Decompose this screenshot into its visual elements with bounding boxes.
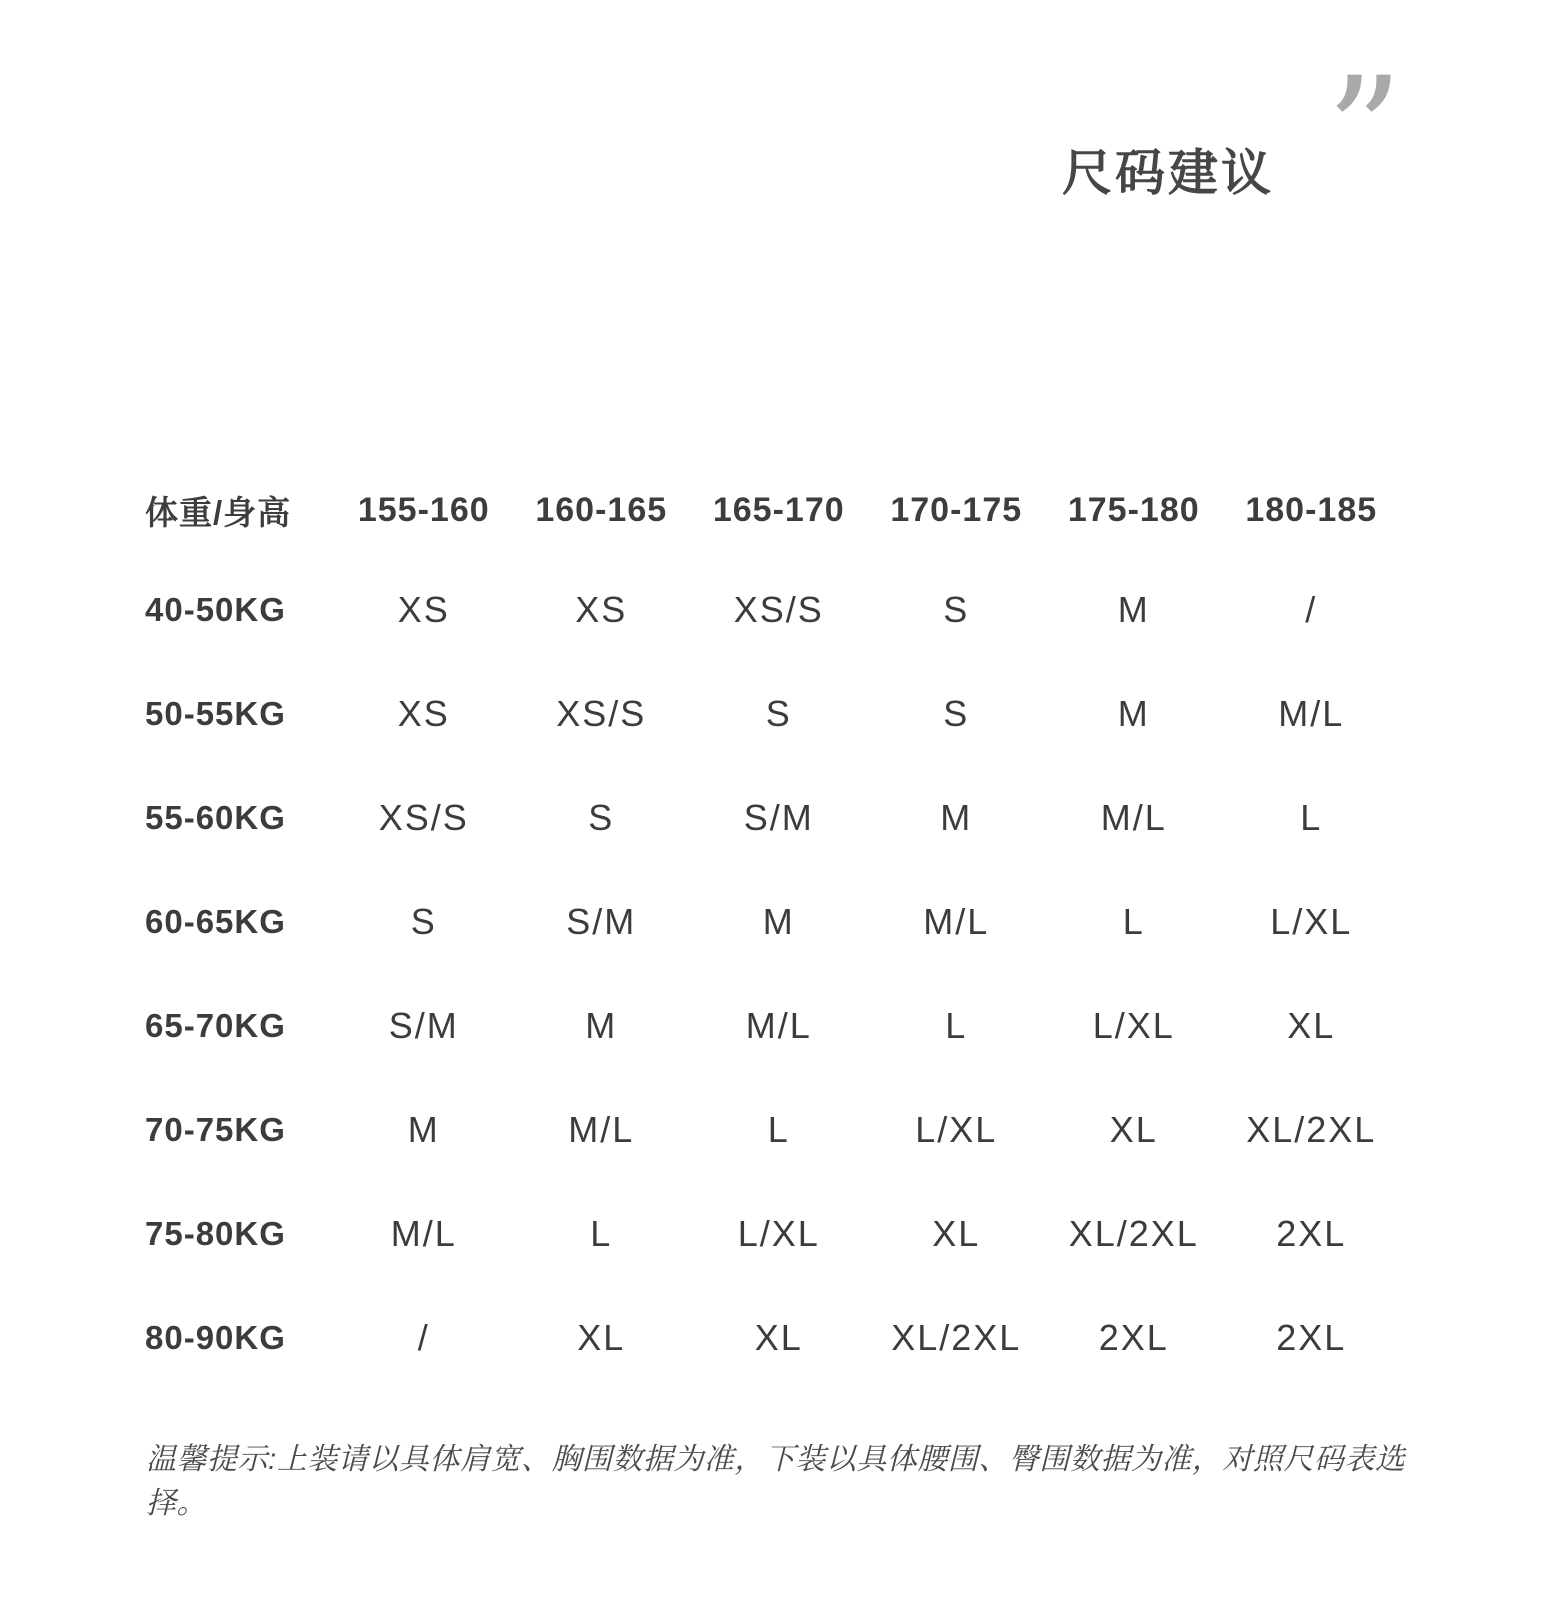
size-cell: M bbox=[407, 1109, 440, 1150]
size-cell: L bbox=[945, 1005, 968, 1046]
size-cell: M bbox=[1117, 693, 1150, 734]
size-cell: XL bbox=[932, 1213, 981, 1254]
size-cell: S bbox=[943, 693, 970, 734]
size-cell: M/L bbox=[1278, 693, 1345, 734]
header-height-range: 165-170 bbox=[712, 490, 845, 529]
row-label-weight: 70-75KG bbox=[145, 1111, 286, 1148]
size-cell: M bbox=[940, 797, 973, 838]
row-label-weight: 50-55KG bbox=[145, 695, 286, 732]
header-height-range: 170-175 bbox=[890, 490, 1023, 529]
size-cell: XS/S bbox=[556, 693, 647, 734]
size-cell: S/M bbox=[743, 797, 814, 838]
header-weight-height: 体重/身高 bbox=[145, 493, 292, 531]
size-cell: XS bbox=[397, 589, 450, 630]
size-cell: XL bbox=[577, 1317, 626, 1358]
size-cell: M/L bbox=[1100, 797, 1167, 838]
size-cell: M/L bbox=[568, 1109, 635, 1150]
size-cell: M bbox=[1117, 589, 1150, 630]
header-height-range: 160-165 bbox=[535, 490, 668, 529]
size-cell: XL bbox=[1109, 1109, 1158, 1150]
size-cell: XS/S bbox=[378, 797, 469, 838]
size-cell: XL/2XL bbox=[1246, 1109, 1377, 1150]
row-label-weight: 80-90KG bbox=[145, 1319, 286, 1356]
size-cell: XL bbox=[1287, 1005, 1336, 1046]
size-cell: / bbox=[417, 1317, 430, 1358]
size-cell: L bbox=[590, 1213, 613, 1254]
size-cell: 2XL bbox=[1276, 1317, 1347, 1358]
page-title: 尺码建议 bbox=[1062, 145, 1274, 201]
size-cell: XS/S bbox=[733, 589, 824, 630]
size-cell: XL bbox=[754, 1317, 803, 1358]
size-cell: S bbox=[765, 693, 792, 734]
size-recommendation-table bbox=[145, 462, 1400, 1390]
size-cell: L/XL bbox=[915, 1109, 998, 1150]
row-label-weight: 55-60KG bbox=[145, 799, 286, 836]
size-cell: M bbox=[762, 901, 795, 942]
size-cell: M/L bbox=[745, 1005, 812, 1046]
size-cell: XS bbox=[397, 693, 450, 734]
size-cell: S bbox=[410, 901, 437, 942]
size-cell: S/M bbox=[566, 901, 637, 942]
size-cell: 2XL bbox=[1098, 1317, 1169, 1358]
closing-quote-icon: ” bbox=[1326, 46, 1403, 220]
size-cell: L/XL bbox=[1270, 901, 1353, 942]
row-label-weight: 60-65KG bbox=[145, 903, 286, 940]
row-label-weight: 40-50KG bbox=[145, 591, 286, 628]
size-cell: M/L bbox=[390, 1213, 457, 1254]
size-cell: L bbox=[1122, 901, 1145, 942]
header-height-range: 155-160 bbox=[357, 490, 490, 529]
size-cell: L/XL bbox=[737, 1213, 820, 1254]
size-cell: S bbox=[588, 797, 615, 838]
size-cell: L/XL bbox=[1092, 1005, 1175, 1046]
size-cell: L bbox=[767, 1109, 790, 1150]
size-cell: M/L bbox=[923, 901, 990, 942]
size-cell: L bbox=[1300, 797, 1323, 838]
size-cell: XS bbox=[575, 589, 628, 630]
header-height-range: 180-185 bbox=[1245, 490, 1378, 529]
row-label-weight: 65-70KG bbox=[145, 1007, 286, 1044]
size-cell: S bbox=[943, 589, 970, 630]
size-cell: M bbox=[585, 1005, 618, 1046]
size-note: 温馨提示:上装请以具体肩宽、胸围数据为准，下装以具体腰围、臀围数据为准，对照尺码表选择。 bbox=[146, 1443, 1406, 1520]
header-height-range: 175-180 bbox=[1067, 490, 1200, 529]
size-cell: XL/2XL bbox=[891, 1317, 1022, 1358]
row-label-weight: 75-80KG bbox=[145, 1215, 286, 1252]
size-cell: 2XL bbox=[1276, 1213, 1347, 1254]
size-cell: / bbox=[1305, 589, 1318, 630]
size-cell: S/M bbox=[388, 1005, 459, 1046]
size-cell: XL/2XL bbox=[1068, 1213, 1199, 1254]
